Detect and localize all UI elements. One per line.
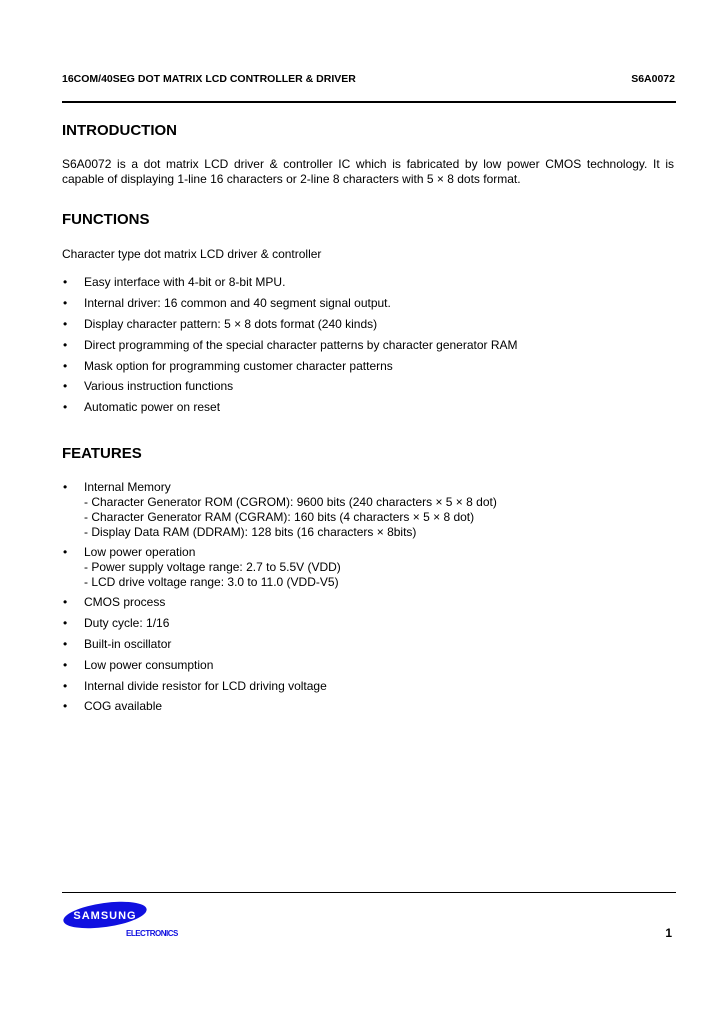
feature-item: Built-in oscillator	[84, 637, 172, 651]
feature-subitem: - Power supply voltage range: 2.7 to 5.5V (VDD)	[84, 560, 341, 574]
bullet: •	[63, 679, 68, 693]
samsung-logo	[62, 898, 148, 932]
function-item: Easy interface with 4-bit or 8-bit MPU.	[84, 275, 286, 289]
feature-subitem: - Character Generator ROM (CGROM): 9600 bits (240 characters × 5 × 8 dot)	[84, 495, 497, 509]
feature-subitem: - Display Data RAM (DDRAM): 128 bits (16 characters × 8bits)	[84, 525, 417, 539]
feature-subitem: - LCD drive voltage range: 3.0 to 11.0 (VDD-V5)	[84, 575, 339, 589]
bullet: •	[63, 545, 68, 559]
bullet: •	[63, 595, 68, 609]
bullet: •	[63, 379, 68, 393]
header-part-number: S6A0072	[631, 73, 675, 85]
feature-item: COG available	[84, 699, 163, 713]
functions-intro: Character type dot matrix LCD driver & controller	[62, 247, 322, 261]
feature-item: Low power consumption	[84, 658, 214, 672]
svg-text:SAMSUNG: SAMSUNG	[73, 910, 137, 922]
logo-subtitle: ELECTRONICS	[126, 929, 178, 938]
function-item: Direct programming of the special character patterns by character generator RAM	[84, 338, 518, 352]
features-heading: FEATURES	[62, 445, 142, 462]
feature-subitem: - Character Generator RAM (CGRAM): 160 bits (4 characters × 5 × 8 dot)	[84, 510, 475, 524]
feature-item: Internal Memory	[84, 480, 171, 494]
feature-item: CMOS process	[84, 595, 166, 609]
bullet: •	[63, 338, 68, 352]
bullet: •	[63, 359, 68, 373]
function-item: Automatic power on reset	[84, 400, 221, 414]
header-title: 16COM/40SEG DOT MATRIX LCD CONTROLLER & DRIVER	[62, 73, 356, 85]
intro-line-2: capable of displaying 1-line 16 characters or 2-line 8 characters with 5 × 8 dots format.	[62, 172, 521, 186]
feature-item: Low power operation	[84, 545, 196, 559]
bullet: •	[63, 616, 68, 630]
function-item: Various instruction functions	[84, 379, 234, 393]
introduction-heading: INTRODUCTION	[62, 122, 177, 139]
function-item: Internal driver: 16 common and 40 segment signal output.	[84, 296, 391, 310]
bullet: •	[63, 400, 68, 414]
bullet: •	[63, 658, 68, 672]
functions-heading: FUNCTIONS	[62, 211, 150, 228]
feature-item: Internal divide resistor for LCD driving voltage	[84, 679, 327, 693]
bullet: •	[63, 296, 68, 310]
function-item: Mask option for programming customer character patterns	[84, 359, 393, 373]
intro-line-1: S6A0072 is a dot matrix LCD driver & controller IC which is fabricated by low power CMOS technology. It is	[62, 157, 674, 171]
bullet: •	[63, 637, 68, 651]
feature-item: Duty cycle: 1/16	[84, 616, 170, 630]
header-rule	[62, 101, 676, 103]
bullet: •	[63, 275, 68, 289]
bullet: •	[63, 480, 68, 494]
bullet: •	[63, 317, 68, 331]
bullet: •	[63, 699, 68, 713]
footer-rule	[62, 892, 676, 893]
function-item: Display character pattern: 5 × 8 dots format (240 kinds)	[84, 317, 378, 331]
page-number: 1	[665, 926, 672, 940]
